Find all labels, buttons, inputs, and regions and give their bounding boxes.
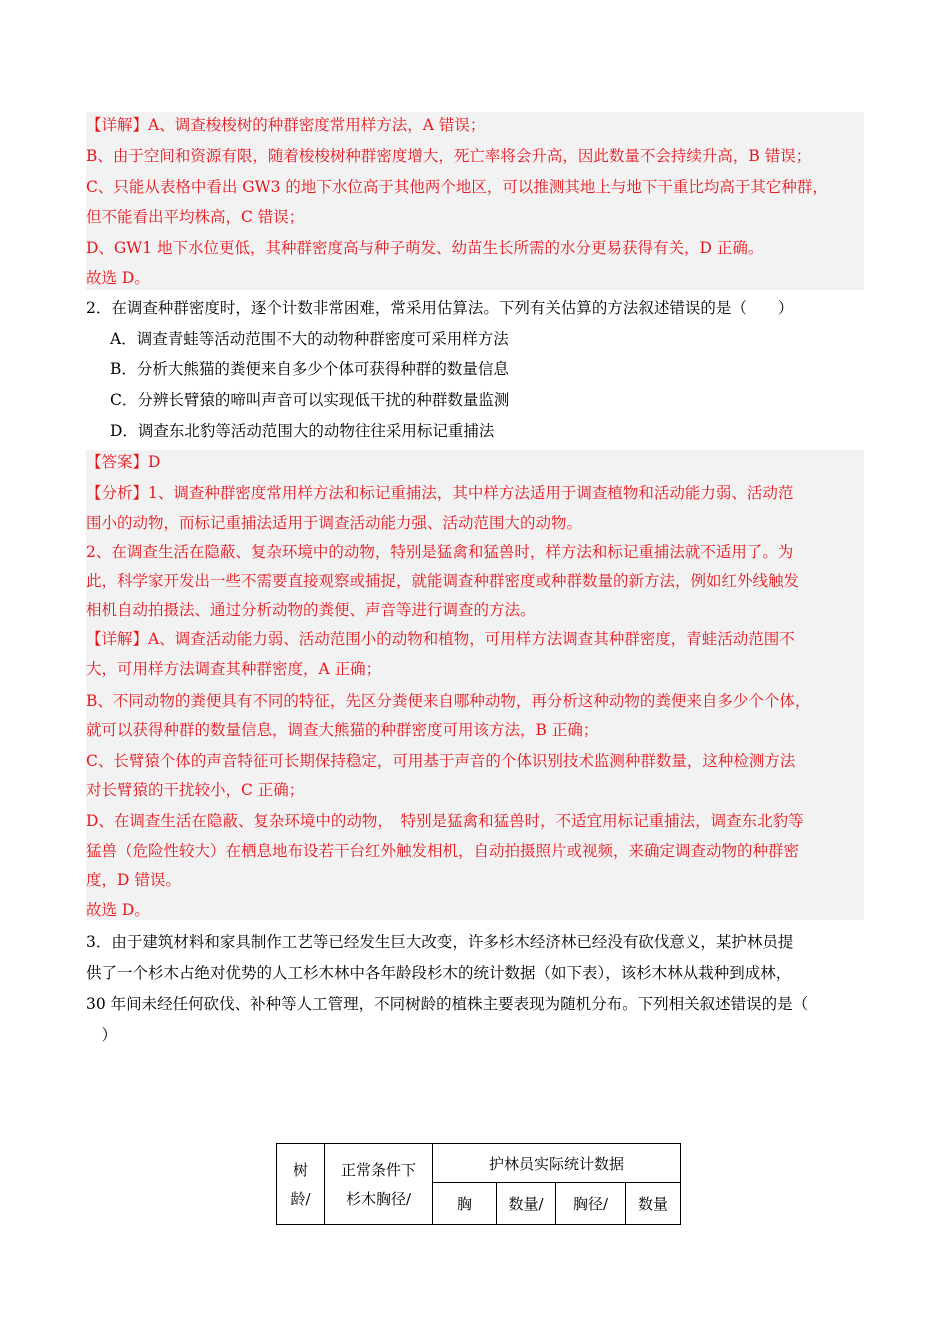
table-header-age: 树 龄/ [277, 1144, 325, 1225]
q2-option-a: A．调查青蛙等活动范围不大的动物种群密度可采用样方法 [110, 330, 509, 348]
q2-answer-line: 【分析】1、调查种群密度常用样方法和标记重捕法，其中样方法适用于调查植物和活动能力弱、活动范 [86, 484, 794, 502]
q2-answer-line: B、不同动物的粪便具有不同的特征，先区分粪便来自哪种动物，再分析这种动物的粪便来自多少个个体， [86, 692, 811, 710]
q2-answer-line: 2、在调查生活在隐蔽、复杂环境中的动物，特别是猛禽和猛兽时，样方法和标记重捕法就不适用了。为 [86, 543, 794, 561]
table-subheader: 数量 [626, 1183, 681, 1225]
q1-detail-line: D、GW1 地下水位更低，其种群密度高与种子萌发、幼苗生长所需的水分更易获得有关，D 正确。 [86, 239, 764, 257]
q2-answer-line: 【详解】A、调查活动能力弱、活动范围小的动物和植物，可用样方法调查其种群密度，青蛙活动范围不 [86, 630, 795, 648]
q3-data-table [276, 1143, 681, 1225]
q1-detail-line: 【详解】A、调查梭梭树的种群密度常用样方法，A 错误； [86, 116, 486, 134]
q3-stem-line: 30 年间未经任何砍伐、补种等人工管理，不同树龄的植株主要表现为随机分布。下列相关叙述错误的是（ [86, 995, 809, 1013]
q2-option-b: B．分析大熊猫的粪便来自多少个体可获得种群的数量信息 [110, 360, 509, 378]
q2-answer-line: 对长臂猿的干扰较小，C 正确； [86, 781, 305, 799]
q1-detail-line: C、只能从表格中看出 GW3 的地下水位高于其他两个地区，可以推测其地上与地下干重比均高于其它种群， [86, 178, 828, 196]
table-header-normal-dbh: 正常条件下 杉木胸径/ [325, 1144, 433, 1225]
table-header-ranger-data: 护林员实际统计数据 [433, 1144, 681, 1183]
q2-answer-line: 此，科学家开发出一些不需要直接观察或捕捉，就能调查种群密度或种群数量的新方法，例如红外线触发 [86, 572, 800, 590]
q2-stem: 2．在调查种群密度时，逐个计数非常困难，常采用估算法。下列有关估算的方法叙述错误的是（ ） [86, 299, 794, 317]
table-subheader: 胸径/ [556, 1183, 626, 1225]
q1-answer-block [86, 112, 864, 290]
q2-option-c: C．分辨长臂猿的啼叫声音可以实现低干扰的种群数量监测 [110, 391, 510, 409]
q2-answer-line: 就可以获得种群的数量信息，调查大熊猫的种群密度可用该方法，B 正确； [86, 721, 599, 739]
q2-answer-line: D、在调查生活在隐蔽、复杂环境中的动物， 特别是猛禽和猛兽时，不适宜用标记重捕法，调查东北豹等 [86, 812, 804, 830]
q2-answer-line: C、长臂猿个体的声音特征可长期保持稳定，可用基于声音的个体识别技术监测种群数量，这种检测方法 [86, 752, 796, 770]
q2-answer-line: 围小的动物，而标记重捕法适用于调查活动能力强、活动范围大的动物。 [86, 514, 583, 532]
table-subheader: 数量/ [497, 1183, 556, 1225]
q2-answer-line: 猛兽（危险性较大）在栖息地布设若干台红外触发相机，自动拍摄照片或视频，来确定调查动物的种群密 [86, 842, 800, 860]
q2-answer-line: 故选 D。 [86, 901, 150, 919]
q3-stem-line: ） [86, 1026, 118, 1044]
q3-stem-line: 3．由于建筑材料和家具制作工艺等已经发生巨大改变，许多杉木经济林已经没有砍伐意义，某护林员提 [86, 933, 794, 951]
q2-option-d: D．调查东北豹等活动范围大的动物往往采用标记重捕法 [110, 422, 495, 440]
table-subheader: 胸 [433, 1183, 497, 1225]
q2-answer-line: 【答案】D [86, 453, 161, 471]
q1-detail-line: 故选 D。 [86, 269, 150, 287]
q2-answer-line: 相机自动拍摄法、通过分析动物的粪便、声音等进行调查的方法。 [86, 601, 536, 619]
q1-detail-line: B、由于空间和资源有限，随着梭梭树种群密度增大，死亡率将会升高，因此数量不会持续升高，B 错误； [86, 147, 812, 165]
q3-stem-line: 供了一个杉木占绝对优势的人工杉木林中各年龄段杉木的统计数据（如下表），该杉木林从栽种到成林， [86, 964, 792, 982]
q2-answer-line: 度，D 错误。 [86, 871, 181, 889]
q2-answer-line: 大，可用样方法调查其种群密度，A 正确； [86, 660, 382, 678]
q1-detail-line: 但不能看出平均株高，C 错误； [86, 208, 305, 226]
